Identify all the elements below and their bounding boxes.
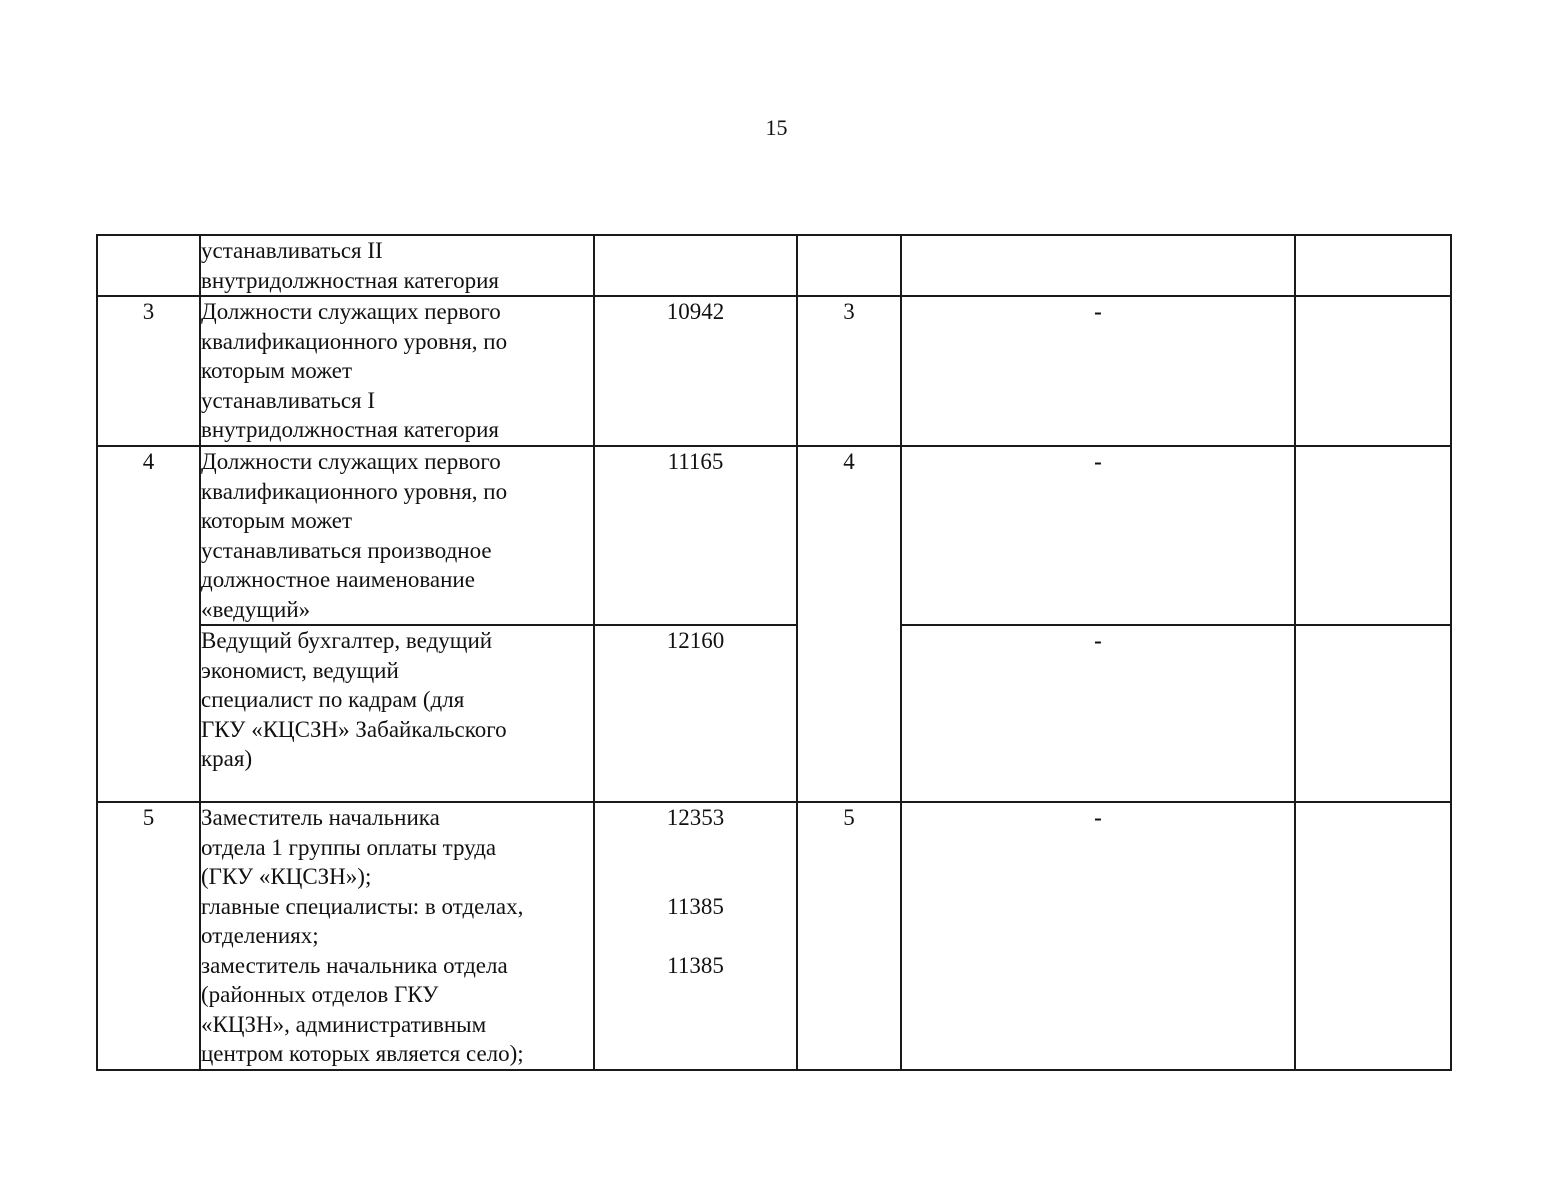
salary-code: 12160 [666, 628, 725, 653]
position-description-cell [200, 446, 594, 625]
description-line: специалист по кадрам (для [201, 687, 465, 712]
description-line: устанавливаться II [201, 238, 383, 263]
salary-code: 12353 [666, 805, 725, 830]
description-line: должностное наименование [201, 567, 475, 592]
level-cell: 3 [797, 296, 901, 446]
row-number-cell: 5 [97, 802, 200, 1070]
salary-code-cell [594, 235, 797, 296]
description-line: (ГКУ «КЦСЗН»); [201, 864, 372, 889]
description-line: квалификационного уровня, по [201, 328, 508, 354]
salary-code-spacer [595, 862, 796, 892]
description-line: квалификационного уровня, по [201, 478, 508, 504]
salary-code: 10942 [666, 299, 725, 324]
description-line: Ведущий бухгалтер, ведущий [201, 628, 493, 653]
empty-cell [1295, 296, 1451, 446]
salary-code-spacer [595, 921, 796, 951]
dash-cell: - [901, 625, 1295, 802]
page-number: 15 [765, 115, 788, 140]
table-row [97, 296, 1451, 446]
dash-cell: - [901, 446, 1295, 625]
description-line: «ведущий» [201, 596, 311, 622]
position-description-cell [200, 296, 594, 446]
salary-code: 11385 [667, 952, 724, 978]
positions-table [96, 234, 1452, 1071]
description-line: заместитель начальника отдела [201, 952, 508, 978]
salary-code-cell [594, 625, 797, 802]
empty-cell [1295, 446, 1451, 625]
description-line: главные специалисты: в отделах, [201, 893, 524, 919]
salary-code: 11165 [667, 449, 724, 474]
description-line: отделениях; [201, 923, 319, 948]
description-line: отдела 1 группы оплаты труда [201, 834, 497, 860]
dash-cell: - [901, 802, 1295, 1070]
description-line: края) [201, 746, 253, 771]
salary-code-cell [594, 802, 797, 1070]
description-line: Должности служащих первого [201, 449, 501, 474]
description-line: внутридолжностная категория [201, 417, 500, 442]
position-description-cell [200, 235, 594, 296]
dash-cell [901, 235, 1295, 296]
description-line: экономист, ведущий [201, 657, 399, 683]
dash-cell: - [901, 296, 1295, 446]
row-number-cell: 4 [97, 446, 200, 802]
table-row [97, 625, 1451, 802]
description-line: устанавливаться производное [201, 537, 492, 563]
empty-cell [1295, 625, 1451, 802]
empty-cell [1295, 235, 1451, 296]
position-description-cell [200, 625, 594, 802]
level-cell: 5 [797, 802, 901, 1070]
position-description-cell [200, 802, 594, 1070]
table-row [97, 235, 1451, 296]
level-cell [797, 235, 901, 296]
description-line: устанавливаться I [201, 387, 376, 413]
level-cell: 4 [797, 446, 901, 802]
salary-code-spacer [595, 833, 796, 863]
salary-code-cell [594, 296, 797, 446]
description-line: «КЦЗН», административным [201, 1011, 487, 1037]
table-row [97, 446, 1451, 625]
row-number-cell [97, 235, 200, 296]
empty-cell [1295, 802, 1451, 1070]
description-line: внутридолжностная категория [201, 267, 500, 293]
description-line: которым может [201, 358, 353, 383]
description-line: которым может [201, 508, 353, 533]
description-line: центром которых является село); [201, 1041, 524, 1066]
row-number-cell: 3 [97, 296, 200, 446]
description-line: ГКУ «КЦСЗН» Забайкальского [201, 716, 507, 742]
salary-code: 11385 [667, 893, 724, 919]
description-line: (районных отделов ГКУ [201, 982, 439, 1007]
salary-code-cell [594, 446, 797, 625]
table-row [97, 802, 1451, 1070]
description-line: Должности служащих первого [201, 299, 501, 324]
description-line: Заместитель начальника [201, 805, 440, 830]
